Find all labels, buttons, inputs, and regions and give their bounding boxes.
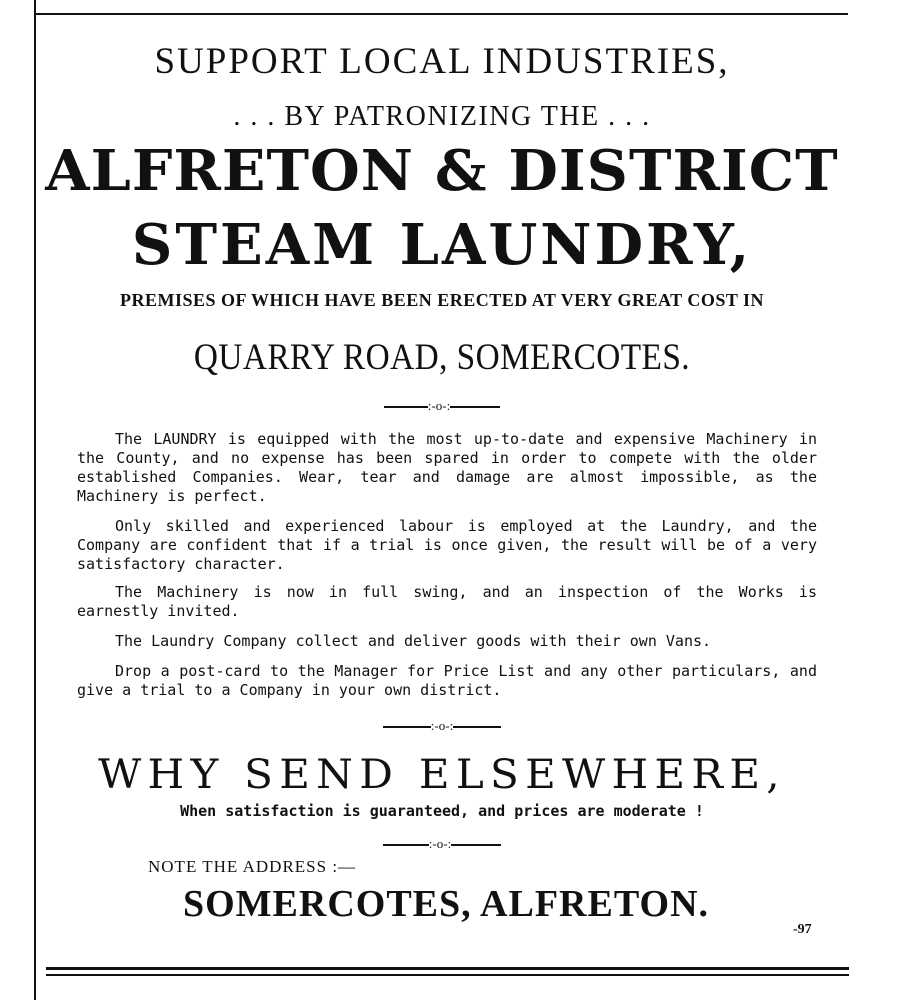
why-send-elsewhere-heading: WHY SEND ELSEWHERE,: [98, 752, 786, 798]
body-paragraph: Drop a post-card to the Manager for Price List and any other particulars, and give a trial to a Company in your own district.: [77, 662, 817, 699]
body-paragraph: The LAUNDRY is equipped with the most up-to-date and expensive Machinery in the County, and no expense has been spared in order to compete with the older established Companies. Wear, tear and damage are almost impossible, as the Machinery is perfect.: [77, 430, 817, 505]
body-paragraph: The Laundry Company collect and deliver goods with their own Vans.: [115, 632, 712, 650]
ornamental-divider: [36, 398, 848, 414]
company-name-line-1: ALFRETON & DISTRICT: [45, 138, 839, 204]
bottom-border-rule: [46, 967, 849, 970]
ornamental-divider: [36, 718, 848, 734]
top-border-rule: [36, 13, 848, 15]
address-line: SOMERCOTES, ALFRETON.: [182, 883, 710, 925]
satisfaction-line: When satisfaction is guaranteed, and prices are moderate !: [180, 802, 704, 820]
body-paragraph: Only skilled and experienced labour is employed at the Laundry, and the Company are confident that if a trial is once given, the result will be of a very satisfactory character.: [77, 517, 817, 573]
divider-line: [384, 406, 428, 408]
bottom-border-rule: [46, 974, 849, 976]
note-address-label: NOTE THE ADDRESS :—: [148, 857, 357, 876]
ornamental-divider: [36, 836, 848, 852]
divider-line: [451, 844, 501, 846]
location-line: QUARRY ROAD, SOMERCOTES.: [193, 337, 691, 378]
divider-mark: :-o-:: [430, 718, 454, 733]
headline-by-patronizing: . . . BY PATRONIZING THE . . .: [233, 101, 651, 132]
body-paragraph: The Machinery is now in full swing, and an inspection of the Works is earnestly invited.: [77, 583, 817, 620]
premises-line: PREMISES OF WHICH HAVE BEEN ERECTED AT VERY GREAT COST IN: [119, 290, 765, 310]
page-number: -97: [793, 922, 812, 937]
divider-mark: :-o-:: [427, 398, 451, 413]
divider-line: [383, 726, 431, 728]
divider-line: [450, 406, 500, 408]
divider-line: [383, 844, 429, 846]
company-name-line-2: STEAM LAUNDRY,: [131, 212, 753, 278]
divider-mark: :-o-:: [428, 836, 452, 851]
divider-line: [453, 726, 501, 728]
headline-support-local: SUPPORT LOCAL INDUSTRIES,: [154, 41, 730, 82]
